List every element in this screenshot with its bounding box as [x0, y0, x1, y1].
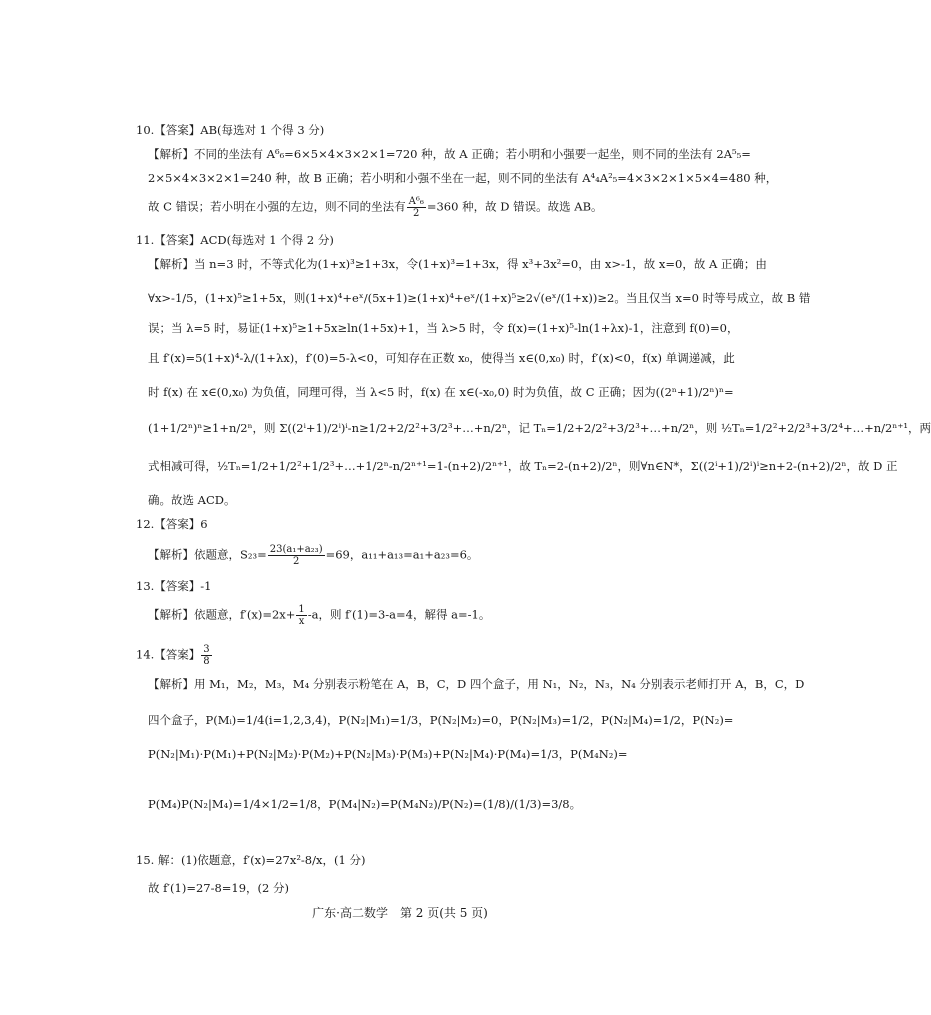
- q11-line-4: 且 f′(x)=5(1+x)⁴-λ/(1+λx)，f′(0)=5-λ<0，可知存在正数 x₀，使得当 x∈(0,x₀) 时，f′(x)<0，f(x) 单调递减，此: [148, 351, 735, 365]
- q10-line-3: [148, 196, 603, 219]
- page-footer: 广东·高二数学 第 2 页(共 5 页): [312, 906, 488, 920]
- q10-line-3-a: 故 C 错误；若小明在小强的左边，则不同的坐法有: [148, 199, 406, 214]
- frac-den: 8: [203, 656, 210, 667]
- fraction: [407, 196, 426, 219]
- q12-line-1-b: =69，a₁₁+a₁₃=a₁+a₂₃=6。: [325, 547, 479, 562]
- frac-den: 2: [413, 208, 420, 219]
- frac-num: 1: [298, 604, 305, 615]
- q15-line-1: 15. 解：(1)依题意，f′(x)=27x²-8/x，(1 分): [136, 853, 366, 867]
- frac-num: A⁶₆: [408, 196, 424, 207]
- q11-line-7: 式相减可得，½Tₙ=1/2+1/2²+1/2³+…+1/2ⁿ-n/2ⁿ⁺¹=1-(n+2)/2ⁿ⁺¹，故 Tₙ=2-(n+2)/2ⁿ，则∀n∈N*，Σ((2ⁱ+1)/2ⁱ)ⁱ≥n+2-(n+2)/2ⁿ，故 D 正: [148, 459, 898, 473]
- fraction: [296, 604, 306, 627]
- q11-answer: 11.【答案】ACD(每选对 1 个得 2 分): [136, 233, 334, 247]
- q11-line-5: 时 f(x) 在 x∈(0,x₀) 为负值，同理可得，当 λ<5 时，f(x) 在 x∈(-x₀,0) 时为负值，故 C 正确；因为((2ⁿ+1)/2ⁿ)ⁿ=: [148, 385, 734, 399]
- q13-answer: 13.【答案】-1: [136, 579, 212, 593]
- q14-line-4: P(M₄)P(N₂|M₄)=1/4×1/2=1/8，P(M₄|N₂)=P(M₄N₂)/P(N₂)=(1/8)/(1/3)=3/8。: [148, 797, 582, 811]
- q11-line-8: 确。故选 ACD。: [148, 493, 236, 507]
- q11-line-6: (1+1/2ⁿ)ⁿ≥1+n/2ⁿ，则 Σ((2ⁱ+1)/2ⁱ)ⁱ-n≥1/2+2/2²+3/2³+…+n/2ⁿ，记 Tₙ=1/2+2/2²+3/2³+…+n/2ⁿ，则 ½Tₙ=1/2²+2/2³+3/2⁴+…+n/2ⁿ⁺¹，两: [148, 421, 931, 435]
- q15-line-2: 故 f′(1)=27-8=19，(2 分): [148, 881, 289, 895]
- q10-line-3-b: =360 种，故 D 错误。故选 AB。: [426, 199, 603, 214]
- q14-line-1: 【解析】用 M₁，M₂，M₃，M₄ 分别表示粉笔在 A，B，C，D 四个盒子，用 N₁，N₂，N₃，N₄ 分别表示老师打开 A，B，C，D: [148, 677, 805, 691]
- frac-den: x: [298, 616, 305, 627]
- q11-line-2: ∀x>-1/5，(1+x)⁵≥1+5x，则(1+x)⁴+eˣ/(5x+1)≥(1+x)⁴+eˣ/(1+x)⁵≥2√(eˣ/(1+x))≥2。当且仅当 x=0 时等号成立，故 B 错: [148, 291, 811, 305]
- fraction: [201, 644, 211, 667]
- q12-line-1-a: 【解析】依题意，S₂₃=: [148, 547, 267, 562]
- q12-answer: 12.【答案】6: [136, 517, 208, 531]
- q13-line-1: [148, 604, 490, 627]
- frac-den: 2: [292, 556, 300, 567]
- q10-line-2: 2×5×4×3×2×1=240 种，故 B 正确；若小明和小强不坐在一起，则不同的坐法有 A⁴₄A²₅=4×3×2×1×5×4=480 种，: [148, 171, 778, 185]
- q14-answer-label: 14.【答案】: [136, 647, 201, 662]
- q14-answer: [136, 644, 213, 667]
- frac-num: 3: [203, 644, 210, 655]
- q10-line-1: 【解析】不同的坐法有 A⁶₆=6×5×4×3×2×1=720 种，故 A 正确；若小明和小强要一起坐，则不同的坐法有 2A⁵₅=: [148, 147, 751, 161]
- q12-line-1: [148, 544, 478, 567]
- q11-line-1: 【解析】当 n=3 时，不等式化为(1+x)³≥1+3x，令(1+x)³=1+3x，得 x³+3x²=0，由 x>-1，故 x=0，故 A 正确；由: [148, 257, 767, 271]
- q13-line-1-b: -a，则 f′(1)=3-a=4，解得 a=-1。: [307, 607, 491, 622]
- q11-line-3: 误；当 λ=5 时，易证(1+x)⁵≥1+5x≥ln(1+5x)+1，当 λ>5 时，令 f(x)=(1+x)⁵-ln(1+λx)-1，注意到 f(0)=0，: [148, 321, 739, 335]
- q13-line-1-a: 【解析】依题意，f′(x)=2x+: [148, 607, 296, 622]
- q14-line-3: P(N₂|M₁)·P(M₁)+P(N₂|M₂)·P(M₂)+P(N₂|M₃)·P(M₃)+P(N₂|M₄)·P(M₄)=1/3，P(M₄N₂)=: [148, 747, 628, 761]
- q10-answer: 10.【答案】AB(每选对 1 个得 3 分): [136, 123, 325, 137]
- fraction: [268, 544, 325, 567]
- frac-num: 23(a₁+a₂₃): [269, 544, 323, 555]
- q14-line-2: 四个盒子，P(Mᵢ)=1/4(i=1,2,3,4)，P(N₂|M₁)=1/3，P(N₂|M₂)=0，P(N₂|M₃)=1/2，P(N₂|M₄)=1/2，P(N₂)=: [148, 713, 734, 727]
